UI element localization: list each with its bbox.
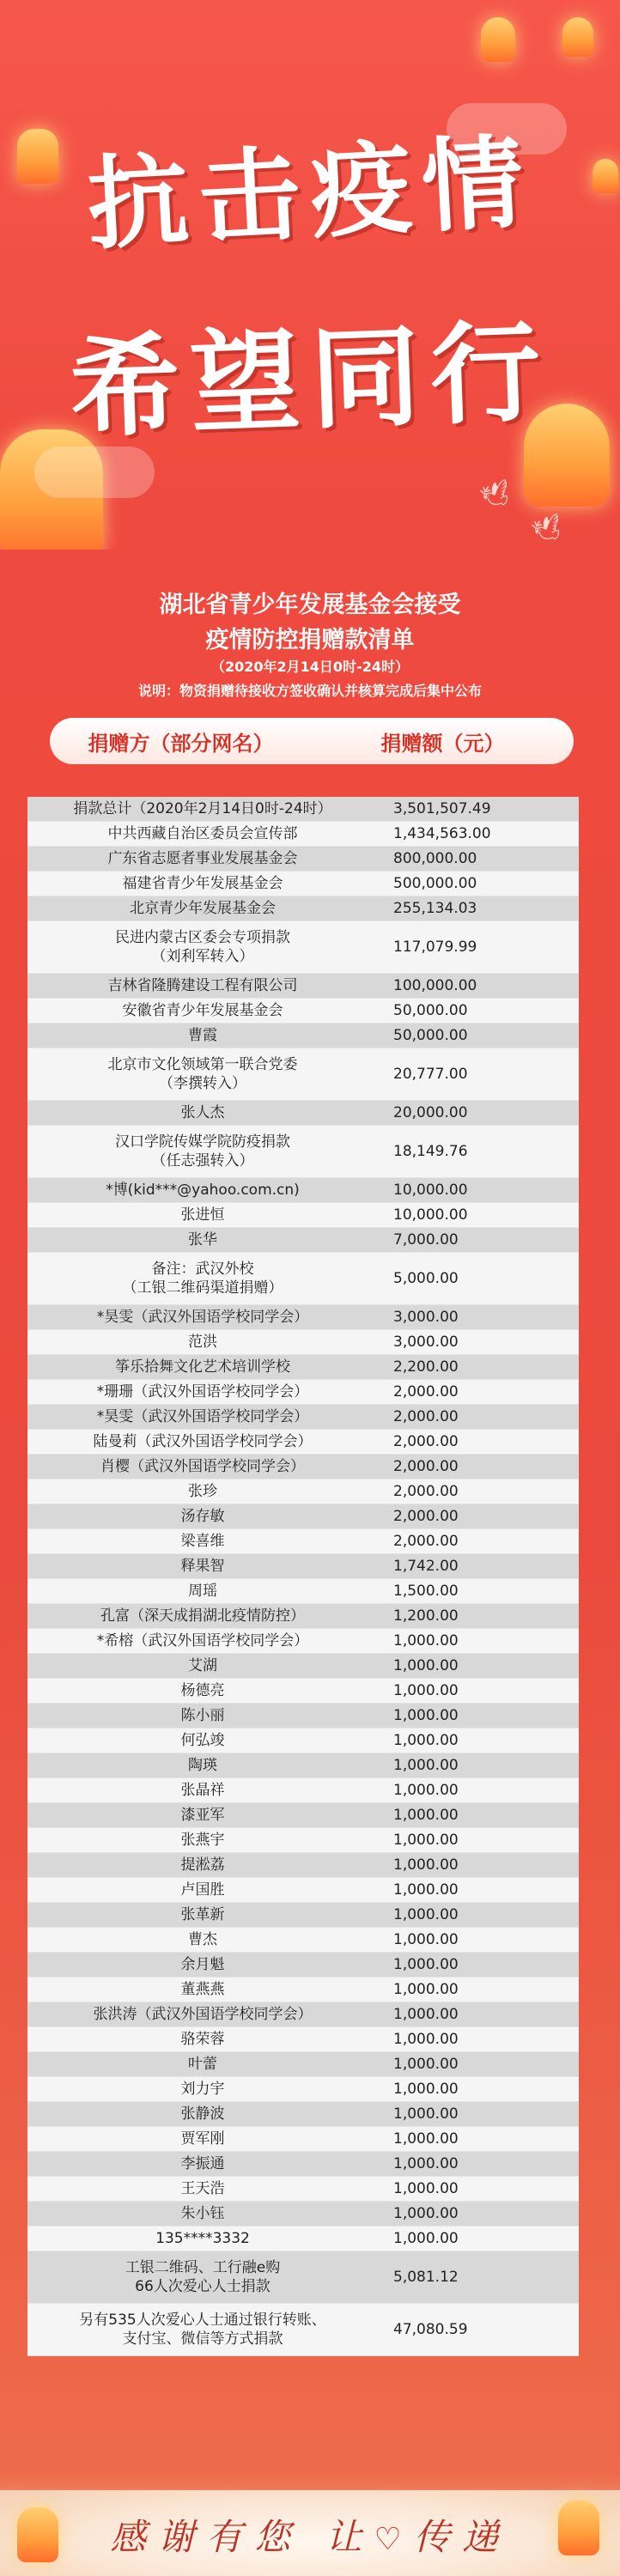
table-row — [27, 999, 579, 1024]
amount-cell: 10,000.00 — [393, 1182, 468, 1199]
amount-cell: 1,000.00 — [393, 1881, 459, 1899]
donor-cell: 叶蕾 — [188, 2056, 217, 2073]
donor-cell: 提淞荔 — [180, 1856, 225, 1874]
donor-cell: 漆亚军 — [180, 1807, 225, 1824]
footer-text-end: 传递 — [413, 2516, 510, 2558]
table-row — [27, 921, 579, 974]
amount-cell: 1,000.00 — [393, 1956, 459, 1973]
table-row — [27, 1728, 579, 1753]
header-amount: 捐赠额（元） — [380, 731, 505, 756]
amount-cell: 1,434,563.00 — [393, 825, 491, 842]
table-row — [27, 1430, 579, 1455]
table-row — [27, 1228, 579, 1253]
table-row — [27, 1330, 579, 1355]
table-row — [27, 896, 579, 921]
table-row — [27, 847, 579, 872]
donor-cell: 张洪涛（武汉外国语学校同学会） — [93, 2006, 313, 2023]
donor-cell: 张华 — [188, 1231, 217, 1249]
table-row — [27, 2304, 579, 2356]
dove-icon: 🕊 — [477, 477, 515, 513]
table-row — [27, 1529, 579, 1554]
table-row — [27, 2102, 579, 2127]
table-row — [27, 1504, 579, 1529]
amount-cell: 1,000.00 — [393, 2230, 459, 2247]
donor-cell: 张燕宇 — [180, 1832, 225, 1849]
table-row — [27, 1554, 579, 1579]
amount-cell: 1,000.00 — [393, 1782, 459, 1799]
table-row — [27, 1978, 579, 2002]
table-row — [27, 797, 579, 822]
amount-cell: 1,000.00 — [393, 1856, 459, 1874]
donor-cell: 艾湖 — [188, 1657, 217, 1674]
amount-cell: 1,000.00 — [393, 2205, 459, 2222]
amount-cell: 1,742.00 — [393, 1558, 459, 1575]
amount-cell: 47,080.59 — [393, 2321, 468, 2338]
amount-cell: 20,000.00 — [393, 1104, 468, 1121]
donor-cell: 范洪 — [188, 1334, 217, 1351]
donor-cell: 吉林省隆腾建设工程有限公司 — [107, 977, 298, 994]
donor-cell: 周瑶 — [188, 1583, 217, 1600]
donor-cell: 骆荣蓉 — [180, 2031, 225, 2048]
amount-cell: 1,000.00 — [393, 1707, 459, 1724]
donor-cell: 刘力宇 — [180, 2081, 225, 2098]
amount-cell: 1,000.00 — [393, 1757, 459, 1774]
amount-cell: 1,000.00 — [393, 1981, 459, 1998]
amount-cell: 1,000.00 — [393, 1657, 459, 1674]
table-row — [27, 1803, 579, 1828]
donor-cell: 安徽省青少年发展基金会 — [122, 1002, 283, 1019]
donor-cell: 杨德亮 — [180, 1682, 225, 1699]
donor-cell: *昊雯（武汉外国语学校同学会） — [96, 1309, 309, 1326]
lantern-icon — [562, 17, 593, 57]
amount-cell: 2,000.00 — [393, 1508, 459, 1525]
table-row — [27, 1024, 579, 1048]
amount-cell: 20,777.00 — [393, 1066, 468, 1083]
donor-cell: 北京市文化领域第一联合党委 （李撰转入） — [107, 1056, 298, 1092]
donor-cell: 张珍 — [188, 1483, 217, 1500]
donor-cell: 张革新 — [180, 1906, 225, 1923]
amount-cell: 1,000.00 — [393, 1931, 459, 1948]
donor-cell: 捐款总计（2020年2月14日0时-24时） — [73, 800, 332, 817]
page-title-line2: 疫情防控捐赠款清单 — [205, 627, 415, 653]
table-row — [27, 1126, 579, 1178]
donor-cell: *希榕（武汉外国语学校同学会） — [96, 1632, 309, 1649]
donor-cell: 民进内蒙古区委会专项捐款 （刘利军转入） — [115, 929, 290, 965]
donor-cell: 孔富（深天成捐湖北疫情防控） — [100, 1607, 305, 1625]
donor-cell: 筝乐拾舞文化艺术培训学校 — [115, 1358, 290, 1376]
donor-cell: 陈小丽 — [180, 1707, 225, 1724]
donor-cell: 李振通 — [180, 2155, 225, 2172]
note-text: 说明：物资捐赠待接收方签收确认并核算完成后集中公布 — [137, 683, 482, 699]
amount-cell: 1,000.00 — [393, 2180, 459, 2197]
amount-cell: 1,000.00 — [393, 2105, 459, 2123]
donor-cell: 中共西藏自治区委员会宣传部 — [107, 825, 298, 842]
amount-cell: 1,000.00 — [393, 1832, 459, 1849]
donor-cell: 汉口学院传媒学院防疫捐款 （任志强转入） — [115, 1133, 290, 1170]
amount-cell: 1,000.00 — [393, 1732, 459, 1749]
donor-cell: 张晶祥 — [180, 1782, 225, 1799]
hero-banner — [0, 0, 620, 550]
donor-cell: *珊珊（武汉外国语学校同学会） — [96, 1383, 309, 1400]
amount-cell: 50,000.00 — [393, 1027, 468, 1044]
table-row — [27, 1753, 579, 1778]
amount-cell: 2,000.00 — [393, 1458, 459, 1475]
table-row — [27, 1878, 579, 1903]
donor-cell: 余月魁 — [180, 1956, 225, 1973]
donor-cell: 肖樱（武汉外国语学校同学会） — [100, 1458, 305, 1475]
amount-cell: 5,081.12 — [393, 2269, 459, 2286]
table-row — [27, 2127, 579, 2152]
donor-cell: 工银二维码、工行融e购 66人次爱心人士捐款 — [125, 2259, 281, 2295]
amount-cell: 3,000.00 — [393, 1309, 459, 1326]
table-row — [27, 2077, 579, 2102]
table-row — [27, 872, 579, 896]
footer-text-right: 让 — [325, 2516, 374, 2558]
table-row — [27, 1704, 579, 1728]
amount-cell: 1,000.00 — [393, 2056, 459, 2073]
table-row — [27, 1828, 579, 1853]
donor-cell: 曹霞 — [188, 1027, 217, 1044]
amount-cell: 5,000.00 — [393, 1270, 459, 1287]
amount-cell: 1,000.00 — [393, 1632, 459, 1649]
donor-cell: 陶瑛 — [188, 1757, 217, 1774]
amount-cell: 1,000.00 — [393, 2031, 459, 2048]
donor-cell: *昊雯（武汉外国语学校同学会） — [96, 1408, 309, 1425]
table-row — [27, 1048, 579, 1101]
table-row — [27, 1101, 579, 1126]
amount-cell: 1,500.00 — [393, 1583, 459, 1600]
donor-cell: 135****3332 — [155, 2230, 250, 2247]
table-row — [27, 2052, 579, 2077]
donor-cell: 北京青少年发展基金会 — [130, 900, 276, 917]
table-row — [27, 2002, 579, 2027]
table-row — [27, 1380, 579, 1405]
table-row — [27, 2152, 579, 2177]
table-row — [27, 1629, 579, 1654]
amount-cell: 1,000.00 — [393, 2130, 459, 2148]
amount-cell: 500,000.00 — [393, 875, 477, 892]
amount-cell: 2,000.00 — [393, 1383, 459, 1400]
amount-cell: 2,000.00 — [393, 1433, 459, 1450]
amount-cell: 2,000.00 — [393, 1533, 459, 1550]
donor-cell: *博(kid***@yahoo.com.cn) — [106, 1182, 300, 1199]
table-row — [27, 2177, 579, 2202]
table-row — [27, 1679, 579, 1704]
table-row — [27, 1853, 579, 1878]
table-row — [27, 2227, 579, 2251]
donor-cell: 何弘竣 — [180, 1732, 225, 1749]
amount-cell: 1,200.00 — [393, 1607, 459, 1625]
donor-cell: 王天浩 — [180, 2180, 225, 2197]
donor-cell: 福建省青少年发展基金会 — [122, 875, 283, 892]
footer-banner — [0, 2490, 620, 2576]
donor-cell: 陆曼莉（武汉外国语学校同学会） — [93, 1433, 313, 1450]
amount-cell: 7,000.00 — [393, 1231, 459, 1249]
amount-cell: 50,000.00 — [393, 1002, 468, 1019]
table-row — [27, 1778, 579, 1803]
footer-text-left: 感谢有您 — [110, 2516, 303, 2558]
donor-cell: 张进恒 — [180, 1206, 225, 1224]
table-row — [27, 1355, 579, 1380]
donor-cell: 卢国胜 — [180, 1881, 225, 1899]
table-row — [27, 1203, 579, 1228]
donation-table — [27, 797, 579, 2356]
donor-cell: 张静波 — [180, 2105, 225, 2123]
table-row — [27, 1654, 579, 1679]
amount-cell: 2,000.00 — [393, 1408, 459, 1425]
amount-cell: 1,000.00 — [393, 1807, 459, 1824]
amount-cell: 10,000.00 — [393, 1206, 468, 1224]
amount-cell: 3,501,507.49 — [393, 800, 491, 817]
amount-cell: 117,079.99 — [393, 939, 477, 956]
hero-title-line2: 希望同行 — [67, 307, 553, 453]
table-row — [27, 1953, 579, 1978]
table-row — [27, 2027, 579, 2052]
donor-cell: 备注：武汉外校 （工银二维码渠道捐赠） — [122, 1261, 283, 1297]
amount-cell: 1,000.00 — [393, 2081, 459, 2098]
table-row — [27, 2202, 579, 2227]
date-range: （2020年2月14日0时-24时） — [211, 659, 409, 675]
donor-cell: 汤存敏 — [180, 1508, 225, 1525]
donor-cell: 另有535人次爱心人士通过银行转账、 支付宝、微信等方式捐款 — [79, 2312, 326, 2348]
table-row — [27, 1178, 579, 1203]
donor-cell: 释果智 — [180, 1558, 225, 1575]
header-donor: 捐赠方（部分网名） — [88, 731, 274, 756]
amount-cell: 1,000.00 — [393, 1906, 459, 1923]
amount-cell: 3,000.00 — [393, 1334, 459, 1351]
table-header — [50, 718, 574, 764]
donor-cell: 张人杰 — [180, 1104, 225, 1121]
table-row — [27, 1455, 579, 1479]
table-row — [27, 1305, 579, 1330]
lantern-icon — [481, 17, 515, 62]
footer-slogan — [0, 2509, 620, 2561]
table-row — [27, 2251, 579, 2304]
heart-icon: ♡ — [374, 2522, 414, 2557]
donor-cell: 曹杰 — [188, 1931, 217, 1948]
table-row — [27, 1604, 579, 1629]
amount-cell: 1,000.00 — [393, 2155, 459, 2172]
table-row — [27, 1579, 579, 1604]
amount-cell: 1,000.00 — [393, 2006, 459, 2023]
page-title-line1: 湖北省青少年发展基金会接受 — [159, 592, 461, 618]
table-row — [27, 1253, 579, 1305]
table-row — [27, 1928, 579, 1953]
table-row — [27, 974, 579, 999]
amount-cell: 255,134.03 — [393, 900, 477, 917]
table-row — [27, 822, 579, 847]
table-row — [27, 1479, 579, 1504]
donor-cell: 贾军刚 — [180, 2130, 225, 2148]
table-row — [27, 1405, 579, 1430]
donor-cell: 朱小钰 — [180, 2205, 225, 2222]
donor-cell: 广东省志愿者事业发展基金会 — [107, 850, 298, 867]
hero-title-line1: 抗击疫情 — [84, 121, 537, 264]
amount-cell: 800,000.00 — [393, 850, 477, 867]
amount-cell: 18,149.76 — [393, 1143, 468, 1160]
dove-icon: 🕊 — [528, 511, 567, 548]
amount-cell: 100,000.00 — [393, 977, 477, 994]
amount-cell: 2,000.00 — [393, 1483, 459, 1500]
table-row — [27, 1903, 579, 1928]
donor-cell: 董燕燕 — [180, 1981, 225, 1998]
amount-cell: 1,000.00 — [393, 1682, 459, 1699]
amount-cell: 2,200.00 — [393, 1358, 459, 1376]
donor-cell: 梁喜维 — [180, 1533, 225, 1550]
